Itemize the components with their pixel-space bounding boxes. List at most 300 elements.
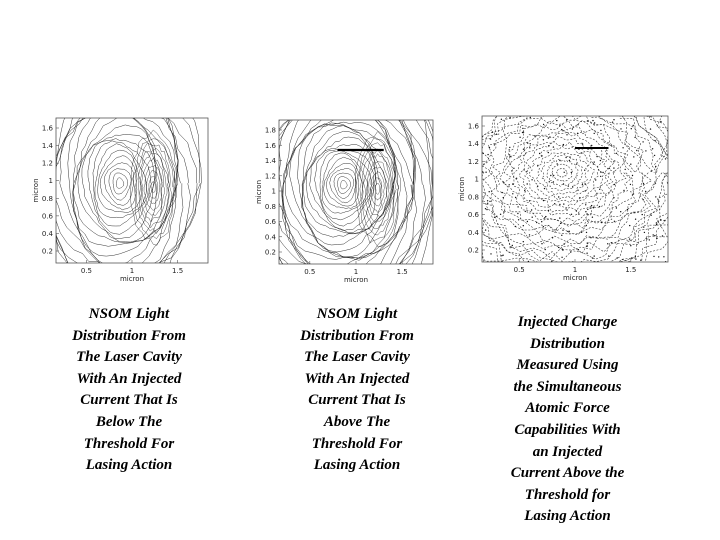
noise-dot xyxy=(518,219,519,220)
noise-dot xyxy=(500,214,501,215)
noise-dot xyxy=(608,255,609,256)
noise-dot xyxy=(600,130,601,131)
noise-dot xyxy=(571,214,572,215)
noise-dot xyxy=(660,219,661,220)
noise-dot xyxy=(544,217,545,218)
noise-dot xyxy=(548,210,549,211)
noise-dot xyxy=(522,132,523,133)
noise-dot xyxy=(564,172,565,173)
noise-dot xyxy=(594,133,595,134)
noise-dot xyxy=(616,153,617,154)
noise-dot xyxy=(551,260,552,261)
caption-line: Distribution From xyxy=(72,327,186,344)
noise-dot xyxy=(602,172,603,173)
noise-dot xyxy=(578,249,579,250)
noise-dot xyxy=(559,160,560,161)
noise-dot xyxy=(572,186,573,187)
noise-dot xyxy=(529,200,530,201)
caption-line: Above The xyxy=(323,413,391,430)
noise-dot xyxy=(489,201,490,202)
y-tick-label: 1.2 xyxy=(467,157,479,166)
noise-dot xyxy=(650,128,651,129)
y-tick-label: 0.6 xyxy=(467,211,479,220)
noise-dot xyxy=(643,199,644,200)
noise-dot xyxy=(562,130,563,131)
noise-dot xyxy=(652,148,653,149)
noise-dot xyxy=(586,213,587,214)
noise-dot xyxy=(611,242,612,243)
caption-line: Threshold For xyxy=(83,435,175,452)
noise-dot xyxy=(556,120,557,121)
noise-dot xyxy=(612,122,613,123)
noise-dot xyxy=(586,225,587,226)
y-tick-label: 1.2 xyxy=(41,159,53,168)
caption-line: Threshold For xyxy=(311,435,403,452)
noise-dot xyxy=(524,190,525,191)
noise-dot xyxy=(558,196,559,197)
noise-dot xyxy=(519,137,520,138)
y-tick-label: 0.8 xyxy=(467,193,479,202)
noise-dot xyxy=(656,238,657,239)
noise-dot xyxy=(485,229,486,230)
y-tick-label: 0.8 xyxy=(41,194,53,203)
noise-dot xyxy=(613,167,614,168)
y-tick-label: 1 xyxy=(271,187,276,196)
y-tick-label: 1.4 xyxy=(41,142,53,151)
noise-dot xyxy=(630,184,631,185)
y-axis-label: micron xyxy=(32,178,40,203)
noise-dot xyxy=(576,210,577,211)
y-tick-label: 0.2 xyxy=(467,246,479,255)
noise-dot xyxy=(599,206,600,207)
noise-dot xyxy=(566,209,567,210)
y-tick-label: 0.4 xyxy=(264,233,276,242)
noise-dot xyxy=(553,175,554,176)
noise-dot xyxy=(559,204,560,205)
noise-dot xyxy=(502,255,503,256)
noise-dot xyxy=(559,125,560,126)
noise-dot xyxy=(485,208,486,209)
noise-dot xyxy=(582,184,583,185)
noise-dot xyxy=(569,231,570,232)
noise-dot xyxy=(528,261,529,262)
noise-dot xyxy=(509,117,510,118)
noise-dot xyxy=(561,129,562,130)
contour-plot-below-threshold xyxy=(30,110,210,283)
noise-dot xyxy=(665,158,666,159)
noise-dot xyxy=(654,235,655,236)
noise-dot xyxy=(622,147,623,148)
noise-dot xyxy=(577,190,578,191)
y-axis-label: micron xyxy=(255,179,263,205)
y-tick-label: 1 xyxy=(48,177,53,186)
noise-dot xyxy=(577,124,578,125)
contour-plot-svg xyxy=(255,112,435,282)
noise-dot xyxy=(586,232,587,233)
noise-dot xyxy=(562,230,563,231)
noise-dot xyxy=(537,165,538,166)
noise-dot xyxy=(549,181,550,182)
noise-dot xyxy=(617,257,618,258)
caption-below-threshold xyxy=(40,304,218,477)
noise-dot xyxy=(536,222,537,223)
y-tick-label: 0.2 xyxy=(41,247,53,256)
caption-line: NSOM Light xyxy=(316,306,398,322)
noise-dot xyxy=(576,163,577,164)
noise-dot xyxy=(483,153,484,154)
caption-line: NSOM Light xyxy=(88,306,170,322)
caption-line: Capabilities With xyxy=(514,421,621,438)
noise-dot xyxy=(490,253,491,254)
caption-line: With An Injected xyxy=(76,370,182,387)
x-tick-label: 0.5 xyxy=(513,266,525,274)
noise-dot xyxy=(548,152,549,153)
noise-dot xyxy=(549,136,550,137)
noise-dot xyxy=(627,209,628,210)
noise-dot xyxy=(631,128,632,129)
caption-above-threshold xyxy=(268,304,446,477)
noise-dot xyxy=(553,146,554,147)
noise-dot xyxy=(636,150,637,151)
noise-dot xyxy=(645,191,646,192)
noise-dot xyxy=(563,203,564,204)
noise-dot xyxy=(489,147,490,148)
noise-dot xyxy=(635,219,636,220)
noise-dot xyxy=(541,155,542,156)
noise-dot xyxy=(486,209,487,210)
noise-dot xyxy=(642,214,643,215)
x-tick-label: 1.5 xyxy=(172,267,184,275)
noise-dot xyxy=(523,169,524,170)
noise-dot xyxy=(625,169,626,170)
noise-dot xyxy=(515,226,516,227)
noise-dot xyxy=(635,258,636,259)
noise-dot xyxy=(523,149,524,150)
noise-dot xyxy=(613,161,614,162)
noise-dot xyxy=(509,149,510,150)
noise-dot xyxy=(510,246,511,247)
noise-dot xyxy=(584,170,585,171)
noise-dot xyxy=(620,128,621,129)
noise-dot xyxy=(642,141,643,142)
noise-dot xyxy=(620,211,621,212)
noise-dot xyxy=(591,205,592,206)
noise-dot xyxy=(623,190,624,191)
noise-dot xyxy=(509,184,510,185)
x-axis-label: micron xyxy=(119,275,145,283)
y-tick-label: 0.4 xyxy=(41,229,53,238)
noise-dot xyxy=(585,211,586,212)
noise-dot xyxy=(587,209,588,210)
caption-charge-distribution xyxy=(480,312,655,528)
noise-dot xyxy=(590,237,591,238)
caption-line: Current Above the xyxy=(510,465,625,482)
noise-dot xyxy=(572,128,573,129)
noise-dot xyxy=(649,239,650,240)
noise-dot xyxy=(482,171,483,172)
noise-dot xyxy=(561,235,562,236)
noise-dot xyxy=(512,193,513,194)
noise-dot xyxy=(523,225,524,226)
noise-dot xyxy=(566,119,567,120)
noise-dot xyxy=(567,231,568,232)
noise-dot xyxy=(545,216,546,217)
noise-dot xyxy=(494,144,495,145)
y-tick-label: 1.6 xyxy=(41,124,53,133)
noise-dot xyxy=(490,138,491,139)
caption-line: The Laser Cavity xyxy=(76,349,182,366)
noise-dot xyxy=(633,212,634,213)
noise-dot xyxy=(655,182,656,183)
noise-dot xyxy=(634,137,635,138)
x-tick-label: 1.5 xyxy=(396,268,408,276)
noise-dot xyxy=(644,232,645,233)
noise-dot xyxy=(592,120,593,121)
noise-dot xyxy=(643,183,644,184)
noise-dot xyxy=(516,178,517,179)
noise-dot xyxy=(565,157,566,158)
y-tick-label: 0.6 xyxy=(264,218,276,226)
noise-dot xyxy=(561,257,562,258)
noise-dot xyxy=(651,171,652,172)
x-tick-label: 0.5 xyxy=(80,267,92,275)
y-tick-label: 1.6 xyxy=(467,122,479,131)
noise-dot xyxy=(613,119,614,120)
noise-dot xyxy=(496,216,497,217)
noise-dot xyxy=(541,243,542,244)
noise-dot xyxy=(587,120,588,121)
noise-dot xyxy=(503,181,504,182)
noise-dot xyxy=(631,257,632,258)
noise-dot xyxy=(629,225,630,226)
y-tick-label: 1 xyxy=(474,175,479,184)
x-tick-label: 1 xyxy=(353,268,359,276)
noise-dot xyxy=(581,232,582,233)
noise-dot xyxy=(515,197,516,198)
noise-dot xyxy=(643,226,644,227)
noise-dot xyxy=(587,245,588,246)
noise-dot xyxy=(527,142,528,143)
y-tick-label: 0.2 xyxy=(264,248,276,257)
noise-dot xyxy=(657,220,658,221)
caption-line: the Simultaneous xyxy=(513,378,622,395)
noise-dot xyxy=(654,140,655,141)
noise-dot xyxy=(541,221,542,222)
noise-dot xyxy=(544,188,545,189)
x-tick-label: 1 xyxy=(572,266,578,274)
noise-dot xyxy=(496,134,497,135)
noise-dot xyxy=(650,215,651,216)
noise-dot xyxy=(532,217,533,218)
y-tick-label: 1.4 xyxy=(264,157,276,165)
x-tick-label: 1.5 xyxy=(625,266,637,274)
noise-dot xyxy=(653,234,654,235)
noise-dot xyxy=(633,125,634,126)
noise-dot xyxy=(586,253,587,254)
noise-dot xyxy=(548,137,549,138)
caption-line: Lasing Action xyxy=(85,457,173,474)
noise-dot xyxy=(492,131,493,132)
caption-line: With An Injected xyxy=(304,370,410,387)
noise-dot xyxy=(563,243,564,244)
contour-plot-svg xyxy=(30,110,210,283)
caption-line: an Injected xyxy=(532,443,603,460)
noise-dot xyxy=(548,145,549,146)
x-tick-label: 0.5 xyxy=(304,268,316,276)
caption-line: Current That Is xyxy=(80,392,178,409)
noise-dot xyxy=(563,183,564,184)
noise-dot xyxy=(600,171,601,172)
x-tick-label: 1 xyxy=(129,267,135,275)
noise-dot xyxy=(614,184,615,185)
contour-plot-above-threshold xyxy=(255,112,435,282)
noise-dot xyxy=(585,190,586,191)
noise-dot xyxy=(494,217,495,218)
noise-dot xyxy=(487,154,488,155)
noise-dot xyxy=(578,213,579,214)
noise-dot xyxy=(607,243,608,244)
x-axis-label: micron xyxy=(343,276,369,284)
noise-dot xyxy=(630,245,631,246)
noise-dot xyxy=(501,255,502,256)
noise-dot xyxy=(616,207,617,208)
noise-dot xyxy=(537,186,538,187)
noise-dot xyxy=(487,200,488,201)
noise-dot xyxy=(569,160,570,161)
noise-dot xyxy=(595,179,596,180)
noise-dot xyxy=(594,122,595,123)
noise-dot xyxy=(581,152,582,153)
noise-dot xyxy=(590,207,591,208)
noise-dot xyxy=(560,223,561,224)
noise-dot xyxy=(571,172,572,173)
noise-dot xyxy=(633,156,634,157)
noise-dot xyxy=(600,160,601,161)
noise-dot xyxy=(526,171,527,172)
noise-dot xyxy=(640,260,641,261)
noise-dot xyxy=(584,183,585,184)
noise-dot xyxy=(562,249,563,250)
noise-dot xyxy=(587,242,588,243)
caption-line: Lasing Action xyxy=(313,457,401,474)
noise-dot xyxy=(664,220,665,221)
noise-dot xyxy=(555,229,556,230)
y-tick-label: 1.2 xyxy=(264,172,276,181)
noise-dot xyxy=(601,222,602,223)
noise-dot xyxy=(566,134,567,135)
noise-dot xyxy=(646,238,647,239)
noise-dot xyxy=(593,163,594,164)
noise-dot xyxy=(523,241,524,242)
noise-dot xyxy=(503,197,504,198)
noise-dot xyxy=(630,164,631,165)
noise-dot xyxy=(635,256,636,257)
y-axis-label: micron xyxy=(458,176,466,202)
y-tick-label: 1.8 xyxy=(264,126,276,135)
noise-dot xyxy=(545,249,546,250)
noise-dot xyxy=(594,255,595,256)
noise-dot xyxy=(557,163,558,164)
noise-dot xyxy=(510,156,511,157)
noise-dot xyxy=(658,201,659,202)
noise-dot xyxy=(503,211,504,212)
noise-dot xyxy=(531,179,532,180)
noise-dot xyxy=(655,166,656,167)
noise-dot xyxy=(530,117,531,118)
noise-dot xyxy=(594,161,595,162)
noise-dot xyxy=(592,257,593,258)
noise-dot xyxy=(539,153,540,154)
caption-line: Current That Is xyxy=(308,392,406,409)
y-tick-label: 0.8 xyxy=(264,202,276,211)
x-axis-label: micron xyxy=(562,274,588,282)
noise-dot xyxy=(593,207,594,208)
noise-dot xyxy=(633,193,634,194)
noise-dot xyxy=(579,197,580,198)
noise-dot xyxy=(563,144,564,145)
noise-dot xyxy=(512,245,513,246)
noise-dot xyxy=(509,147,510,148)
caption-line: The Laser Cavity xyxy=(304,349,410,366)
noise-dot xyxy=(592,217,593,218)
noise-dot xyxy=(570,251,571,252)
noise-dot xyxy=(534,135,535,136)
noise-dot xyxy=(552,237,553,238)
noise-dot xyxy=(611,145,612,146)
caption-line: Measured Using xyxy=(516,357,619,374)
noise-dot xyxy=(531,209,532,210)
caption-line: Injected Charge xyxy=(517,314,618,330)
noise-dot xyxy=(613,197,614,198)
noise-dot xyxy=(577,133,578,134)
noise-dot xyxy=(656,222,657,223)
noise-dot xyxy=(525,211,526,212)
noise-dot xyxy=(489,191,490,192)
noise-dot xyxy=(632,175,633,176)
noise-dot xyxy=(512,183,513,184)
noise-dot xyxy=(558,247,559,248)
noise-dot xyxy=(660,121,661,122)
noise-dot xyxy=(587,220,588,221)
noise-dot xyxy=(502,192,503,193)
noise-dot xyxy=(599,189,600,190)
noise-dot xyxy=(629,238,630,239)
noise-dot xyxy=(591,145,592,146)
noise-dot xyxy=(553,181,554,182)
noise-dot xyxy=(662,235,663,236)
noise-dot xyxy=(568,185,569,186)
noise-dot xyxy=(653,256,654,257)
noise-dot xyxy=(501,119,502,120)
noise-dot xyxy=(485,172,486,173)
noise-dot xyxy=(655,196,656,197)
noise-dot xyxy=(543,226,544,227)
caption-line: Distribution xyxy=(529,335,606,352)
charge-distribution-svg xyxy=(458,110,673,285)
noise-dot xyxy=(517,206,518,207)
noise-dot xyxy=(569,156,570,157)
noise-dot xyxy=(585,204,586,205)
noise-dot xyxy=(663,256,664,257)
noise-dot xyxy=(645,150,646,151)
noise-dot xyxy=(656,224,657,225)
y-tick-label: 0.6 xyxy=(41,212,53,221)
noise-dot xyxy=(511,170,512,171)
noise-dot xyxy=(530,143,531,144)
y-tick-label: 1.4 xyxy=(467,140,479,149)
noise-dot xyxy=(522,128,523,129)
caption-line: Distribution From xyxy=(300,327,414,344)
